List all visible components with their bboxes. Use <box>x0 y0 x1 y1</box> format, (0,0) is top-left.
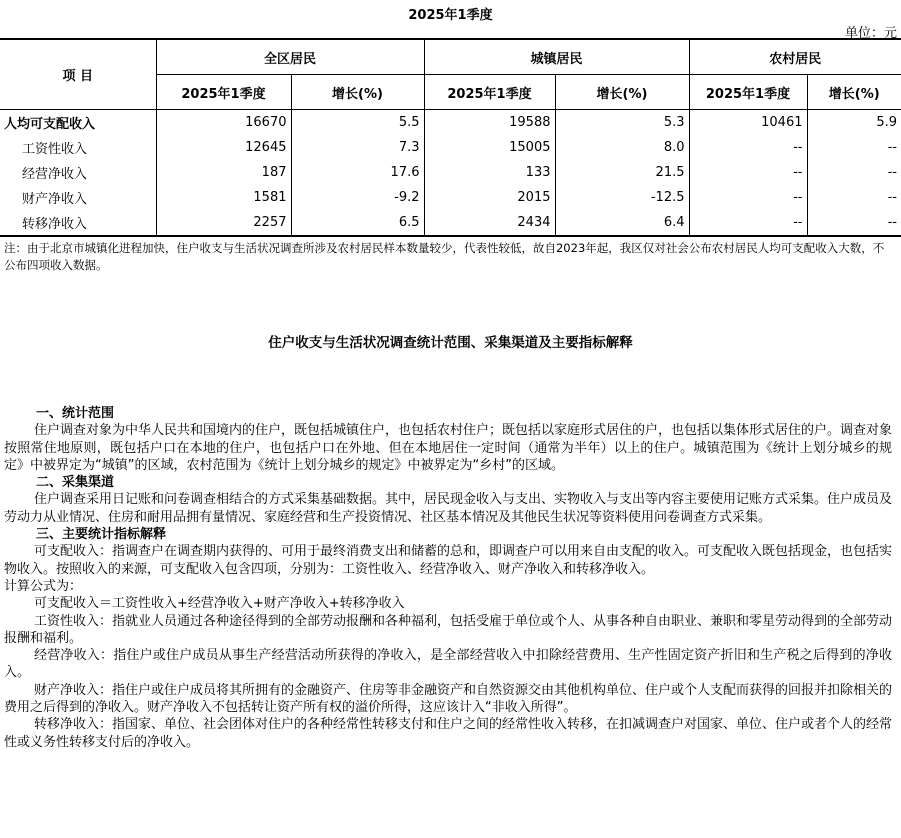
table-cell: 19588 <box>424 110 555 136</box>
table-cell: -9.2 <box>291 185 424 210</box>
table-row <box>0 135 901 160</box>
row-label: 工资性收入 <box>0 135 156 160</box>
row-label: 财产净收入 <box>0 185 156 210</box>
table-cell: -- <box>689 160 807 185</box>
table-title: 2025年1季度 <box>408 8 493 23</box>
section-heading: 二、采集渠道 <box>36 475 115 491</box>
section-heading: 三、主要统计指标解释 <box>36 527 167 543</box>
table-cell: -- <box>887 140 897 155</box>
table-cell: 16670 <box>156 110 291 136</box>
section-title: 住户收支与生活状况调查统计范围、采集渠道及主要指标解释 <box>268 335 633 351</box>
table-row <box>0 160 901 185</box>
paragraph: 住户调查采用日记账和问卷调查相结合的方式采集基础数据。其中，居民现金收入与支出、实物收入与支出等内容主要使用记账方式采集。住户成员及劳动力从业情况、住房和耐用品拥有量情况、家庭经营和生产投资情况、社区基本情况及其他民生状况等资料使用问卷调查方式采集。 <box>4 492 893 525</box>
table-cell: 5.5 <box>291 110 424 136</box>
table-cell: 1581 <box>156 185 291 210</box>
paragraph: 财产净收入：指住户或住户成员将其所拥有的金融资产、住房等非金融资产和自然资源交由其他机构单位、住户或个人支配而获得的回报并扣除相关的费用之后得到的净收入。财产净收入不包括转让资产所有权的溢价所得，这应该计入“非收入所得”。 <box>4 682 893 716</box>
income-table <box>0 38 901 237</box>
table-cell: -- <box>807 210 901 236</box>
table-cell: 15005 <box>424 135 555 160</box>
table-cell: 6.4 <box>555 210 689 236</box>
paragraph: 工资性收入：指就业人员通过各种途径得到的全部劳动报酬和各种福利，包括受雇于单位或个人、从事各种自由职业、兼职和零星劳动得到的全部劳动报酬和福利。 <box>4 613 893 646</box>
table-cell: -- <box>887 165 897 180</box>
col-header: 增长(%) <box>555 75 689 110</box>
row-label: 转移净收入 <box>0 210 156 236</box>
formula: 可支配收入＝工资性收入+经营净收入+财产净收入+转移净收入 <box>34 596 405 612</box>
table-cell: 133 <box>424 160 555 185</box>
table-cell: 2257 <box>156 210 291 236</box>
paragraph: 经营净收入：指住户或住户成员从事生产经营活动所获得的净收入，是全部经营收入中扣除经营费用、生产性固定资产折旧和生产税之后得到的净收入。 <box>4 648 892 681</box>
table-cell: 2015 <box>424 185 555 210</box>
table-cell: -- <box>689 185 807 210</box>
table-cell: -- <box>887 190 897 205</box>
group-header-all: 全区居民 <box>156 39 424 75</box>
unit-label: 单位：元 <box>844 26 897 41</box>
table-cell: 6.5 <box>291 210 424 236</box>
table-cell: -- <box>689 210 807 236</box>
table-cell: 17.6 <box>291 160 424 185</box>
item-header: 项 目 <box>0 39 156 110</box>
table-cell: 21.5 <box>555 160 689 185</box>
section-heading: 一、统计范围 <box>36 406 115 421</box>
table-cell: 5.9 <box>876 115 897 130</box>
table-row <box>0 185 901 210</box>
table-cell: 5.3 <box>555 110 689 136</box>
table-cell: -- <box>689 135 807 160</box>
paragraph: 住户调查对象为中华人民共和国境内的住户，既包括城镇住户，也包括农村住户；既包括以家庭形式居住的户，也包括以集体形式居住的户。调查对象按照常住地原则，既包括户口在本地的住户，也包括户口在外地、但在本地居住一定时间（通常为半年）以上的住户。城镇范围为《统计上划分城乡的规定》中被界定为“城镇”的区域，农村范围为《统计上划分城乡的规定》中被界定为“乡村”的区域。 <box>4 423 893 473</box>
col-header: 2025年1季度 <box>424 75 555 110</box>
table-cell: 8.0 <box>555 135 689 160</box>
col-header: 增长(%) <box>807 75 901 110</box>
row-label: 经营净收入 <box>0 160 156 185</box>
paragraph: 转移净收入：指国家、单位、社会团体对住户的各种经常性转移支付和住户之间的经常性收入转移，在扣减调查户对国家、单位、住户或者个人的经常性或义务性转移支付后的净收入。 <box>4 717 893 750</box>
table-row <box>0 210 901 236</box>
table-cell: 2434 <box>424 210 555 236</box>
paragraph: 计算公式为： <box>4 578 83 594</box>
group-header-urban: 城镇居民 <box>424 39 689 75</box>
row-label: 人均可支配收入 <box>0 110 156 136</box>
paragraph: 可支配收入：指调查户在调查期内获得的、可用于最终消费支出和储蓄的总和，即调查户可以用来自由支配的收入。可支配收入既包括现金，也包括实物收入。按照收入的来源，可支配收入包含四项，分别为：工资性收入、经营净收入、财产净收入和转移净收入。 <box>4 544 893 577</box>
table-cell: 10461 <box>689 110 807 136</box>
table-cell: 187 <box>156 160 291 185</box>
table-cell: -12.5 <box>555 185 689 210</box>
table-row <box>0 110 901 136</box>
explanation-body <box>4 405 892 751</box>
group-header-rural: 农村居民 <box>689 39 901 75</box>
table-cell: 12645 <box>156 135 291 160</box>
col-header: 增长(%) <box>291 75 424 110</box>
col-header: 2025年1季度 <box>689 75 807 110</box>
col-header: 2025年1季度 <box>156 75 291 110</box>
table-note: 注：由于北京市城镇化进程加快，住户收支与生活状况调查所涉及农村居民样本数量较少，代表性较低，故自2023年起，我区仅对社会公布农村居民人均可支配收入大数，不公布四项收入数据。 <box>4 241 885 272</box>
table-cell: 7.3 <box>291 135 424 160</box>
